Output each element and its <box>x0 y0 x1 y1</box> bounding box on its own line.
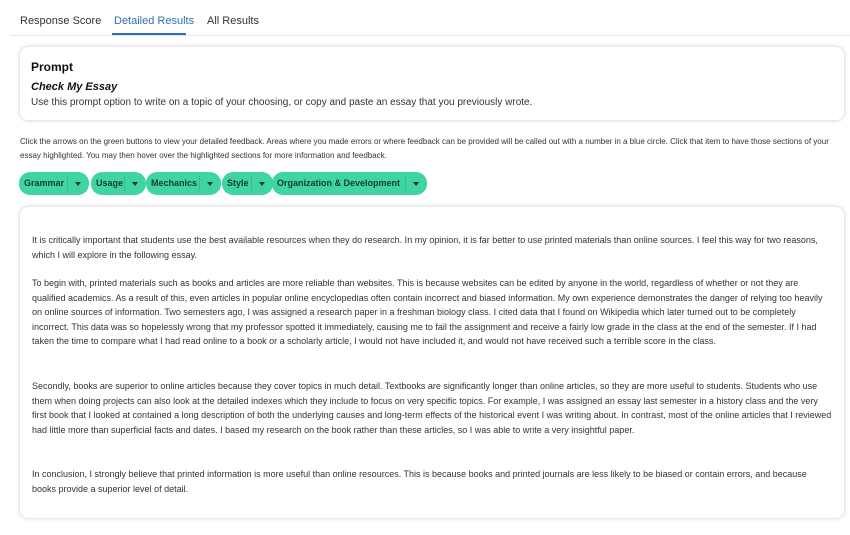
prompt-card <box>20 47 844 120</box>
chevron-down-icon[interactable] <box>126 172 146 195</box>
organization-development-chip-label: Organization & Development <box>277 178 401 188</box>
mechanics-chip-label: Mechanics <box>151 178 198 188</box>
tab-detailed-results[interactable]: Detailed Results <box>114 15 195 27</box>
essay-paragraph: Secondly, books are superior to online articles because they cover topics in much detail. Textbooks are significantly longer than online articles, so they are more useful to students. Students who use them when doing projects can also look at the detailed indexes which they include to focus on very specific topics. For example, I was assigned an essay last semester in a history class and the very first book that I looked at contained a long description of both the underlying causes and long-term effects of the historical event I was writing about. In contrast, most of the online articles that I reviewed had little more than superficial facts and dates. I based my research on the book rather than these articles, so I was able to write a very insightful paper. <box>32 381 832 435</box>
tab-all-results[interactable]: All Results <box>207 15 259 27</box>
chevron-down-icon[interactable] <box>69 172 89 195</box>
feedback-instructions: Click the arrows on the green buttons to view your detailed feedback. Areas where you made errors or where feedback can be provided will be called out with a number in a blue circle. Click that item to have those sections of your essay highlighted. You may then hover over the highlighted sections for more information and feedback. <box>20 137 829 160</box>
grammar-chip[interactable] <box>19 172 89 195</box>
active-tab-indicator <box>112 33 186 35</box>
prompt-heading: Prompt <box>31 60 73 74</box>
tab-response-score[interactable]: Response Score <box>20 15 102 27</box>
style-chip[interactable] <box>222 172 273 195</box>
style-chip-label: Style <box>227 178 249 188</box>
chip-divider <box>405 176 406 191</box>
chip-divider <box>199 176 200 191</box>
chevron-down-icon[interactable] <box>407 172 427 195</box>
essay-paragraph: In conclusion, I strongly believe that printed information is more useful than online resources. This is because books and printed journals are less likely to be biased or contain errors, and because books provide a superior level of detail. <box>32 469 807 494</box>
usage-chip[interactable] <box>91 172 146 195</box>
chip-divider <box>67 176 68 191</box>
essay-paragraph: To begin with, printed materials such as books and articles are more reliable than websites. This is because websites can be edited by anyone in the world, regardless of whether or not they are qualified academics. As a result of this, even articles in popular online encyclopedias often contain incorrect and biased information. My own experience demonstrates the danger of relying too heavily on online sources of information. Two semesters ago, I was assigned a research paper in a freshman biology class. I cited data that I found on Wikipedia which later turned out to be completely incorrect. This data was so hopelessly wrong that my professor spotted it immediately, causing me to fail the assignment and receive a fairly low grade in the class at the end of the semester. If I had taken the time to compare what I had read online to a book or a scholarly article, I would not have included it, and would not have received such a terrible score in the class. <box>32 278 823 346</box>
prompt-title: Check My Essay <box>31 81 118 93</box>
chevron-down-icon[interactable] <box>253 172 273 195</box>
grammar-chip-label: Grammar <box>24 178 65 188</box>
chip-divider <box>124 176 125 191</box>
usage-chip-label: Usage <box>96 178 124 188</box>
essay-card <box>20 207 844 518</box>
mechanics-chip[interactable] <box>146 172 221 195</box>
essay-paragraph: It is critically important that students use the best available resources when they do research. In my opinion, it is far better to use printed materials than online sources. I feel this way for two reasons, which I will explore in the following essay. <box>32 235 818 260</box>
chevron-down-icon[interactable] <box>201 172 221 195</box>
prompt-description: Use this prompt option to write on a topic of your choosing, or copy and paste an essay that you previously wrote. <box>31 97 533 108</box>
organization-development-chip[interactable] <box>272 172 427 195</box>
chip-divider <box>251 176 252 191</box>
results-tabs <box>10 0 850 36</box>
